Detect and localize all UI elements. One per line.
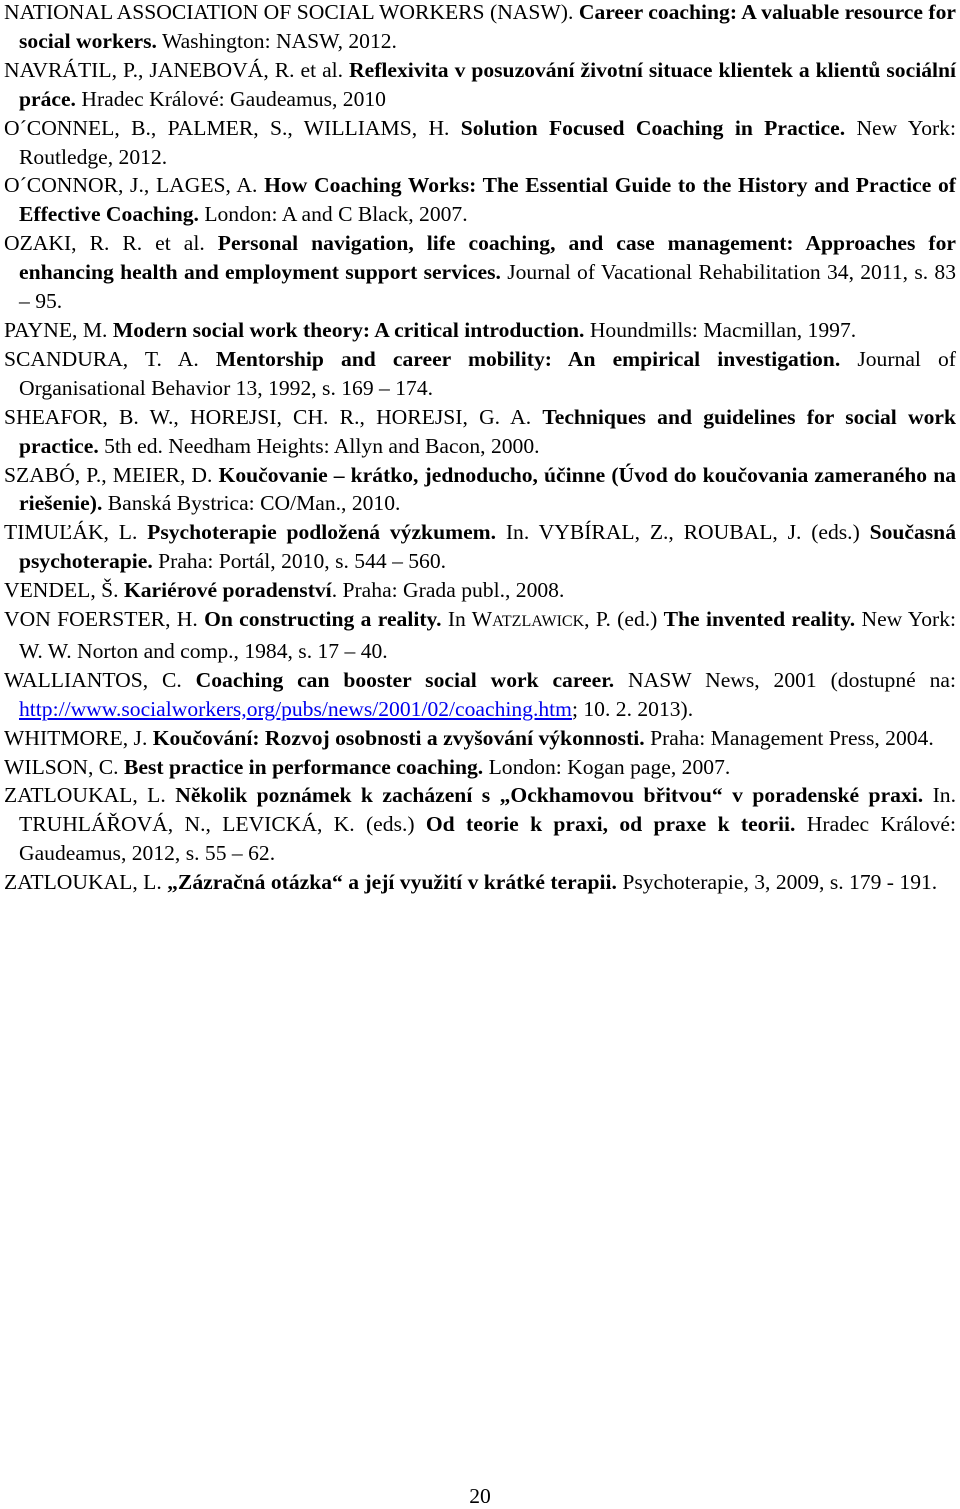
reference-text: Banská Bystrica: CO/Man., 2010. [102,491,401,516]
reference-entry-nasw [4,0,956,56]
reference-title: Několik poznámek k zacházení s „Ockhamovou břitvou“ v poradenské praxi. [175,783,924,808]
reference-text: NASW News, 2001 (dostupné na: [614,667,956,692]
reference-title: Kariérové poradenství [123,578,332,603]
reference-entry-timulak [4,518,956,576]
reference-entry-payne [4,316,956,345]
reference-entry-sheafor [4,403,956,461]
reference-text: 5th ed. Needham Heights: Allyn and Bacon, 2000. [98,433,540,458]
reference-entry-oconnel [4,114,956,172]
reference-entry-szabo [4,461,956,519]
reference-title: How Coaching Works: The Essential Guide to the History and Practice of Effective Coaching. [19,173,956,227]
reference-title: Koučování: Rozvoj osobnosti a zvyšování výkonnosti. [152,725,645,750]
reference-text: ZATLOUKAL, L. [4,870,168,895]
reference-title: Mentorship and career mobility: An empirical investigation. [215,346,841,371]
reference-text: NAVRÁTIL, P., JANEBOVÁ, R. et al. [4,57,350,82]
reference-entry-vendel [4,576,956,605]
reference-text: New York: Routledge, 2012. [19,115,956,169]
reference-text: Hradec Králové: Gaudeamus, 2010 [75,86,386,111]
reference-text: London: Kogan page, 2007. [483,754,731,779]
reference-entry-vonfoerster [4,605,956,666]
reference-title: Techniques and guidelines for social work practice. [19,404,956,458]
reference-text: Hradec Králové: Gaudeamus, 2012, s. 55 – 62. [19,812,957,866]
reference-title: Psychoterapie podložená výzkumem. [147,520,497,545]
reference-text: Journal of Organisational Behavior 13, 1992, s. 169 – 174. [19,346,956,400]
reference-text: SZABÓ, P., MEIER, D. [4,462,219,487]
reference-text: O´CONNOR, J., LAGES, A. [4,173,265,198]
reference-entry-wilson [4,753,956,782]
reference-title: Career coaching: A valuable resource for social workers. [19,0,956,53]
reference-entry-whitmore [4,724,956,753]
reference-title: Reflexivita v posuzování životní situace klientek a klientů sociální práce. [19,57,956,111]
reference-title: Modern social work theory: A critical introduction. [112,317,585,342]
reference-title: Solution Focused Coaching in Practice. [460,115,846,140]
reference-entry-navratil [4,56,956,114]
reference-text: TIMUĽÁK, L. [4,520,148,545]
reference-entry-zatloukal-1 [4,781,956,868]
reference-title: Best practice in performance coaching. [123,754,484,779]
reference-text: Praha: Management Press, 2004. [644,725,934,750]
reference-text: SCANDURA, T. A. [4,346,216,371]
reference-text: , P. (ed.) [584,607,664,632]
reference-text: NATIONAL ASSOCIATION OF SOCIAL WORKERS (NASW). [4,0,579,24]
reference-link[interactable]: http://www.socialworkers,org/pubs/news/2001/02/coaching.htm [19,696,572,721]
reference-title: On constructing a reality. [204,607,442,632]
reference-text: London: A and C Black, 2007. [198,202,468,227]
reference-title: Současná psychoterapie. [19,520,956,574]
reference-text: WILSON, C. [4,754,124,779]
reference-text: WHITMORE, J. [4,725,153,750]
reference-title: „Zázračná otázka“ a její využití v krátké terapii. [167,870,617,895]
reference-text: WALLIANTOS, C. [4,667,196,692]
reference-text: ATZLAWICK [492,613,585,631]
reference-entry-oconnor [4,171,956,229]
reference-text: ; 10. 2. 2013). [571,696,694,721]
reference-text: In W [441,607,493,632]
reference-title: Personal navigation, life coaching, and case management: Approaches for enhancing health and employment support services. [19,231,956,285]
reference-title: The invented reality. [663,607,856,632]
reference-text: . Praha: Grada publ., 2008. [331,578,565,603]
reference-text: Houndmills: Macmillan, 1997. [584,317,857,342]
reference-text: Psychoterapie, 3, 2009, s. 179 - 191. [616,870,938,895]
reference-entry-walliantos [4,666,956,724]
reference-entry-ozaki [4,229,956,316]
reference-text: Journal of Vacational Rehabilitation 34, 2011, s. 83 – 95. [19,260,956,314]
reference-text: VENDEL, Š. [4,578,124,603]
reference-text: SHEAFOR, B. W., HOREJSI, CH. R., HOREJSI, G. A. [4,404,543,429]
reference-entry-zatloukal-2 [4,868,956,897]
reference-text: VON FOERSTER, H. [4,607,205,632]
reference-text: PAYNE, M. [4,317,113,342]
reference-title: Koučovanie – krátko, jednoducho, účinne (Úvod do koučovania zameraného na riešenie). [19,462,956,516]
reference-title: Coaching can booster social work career. [195,667,615,692]
reference-title: Od teorie k praxi, od praxe k teorii. [425,812,796,837]
reference-text: New York: W. W. Norton and comp., 1984, s. 17 – 40. [19,607,956,663]
reference-entry-scandura [4,345,956,403]
reference-list [4,0,956,897]
reference-text: O´CONNEL, B., PALMER, S., WILLIAMS, H. [4,115,461,140]
reference-text: Praha: Portál, 2010, s. 544 – 560. [152,549,447,574]
page-number: 20 [469,1484,491,1508]
reference-text: Washington: NASW, 2012. [156,28,397,53]
reference-text: In. TRUHLÁŘOVÁ, N., LEVICKÁ, K. (eds.) [19,783,956,837]
reference-text: OZAKI, R. R. et al. [4,231,218,256]
reference-text: ZATLOUKAL, L. [4,783,176,808]
reference-text: In. VYBÍRAL, Z., ROUBAL, J. (eds.) [496,520,870,545]
